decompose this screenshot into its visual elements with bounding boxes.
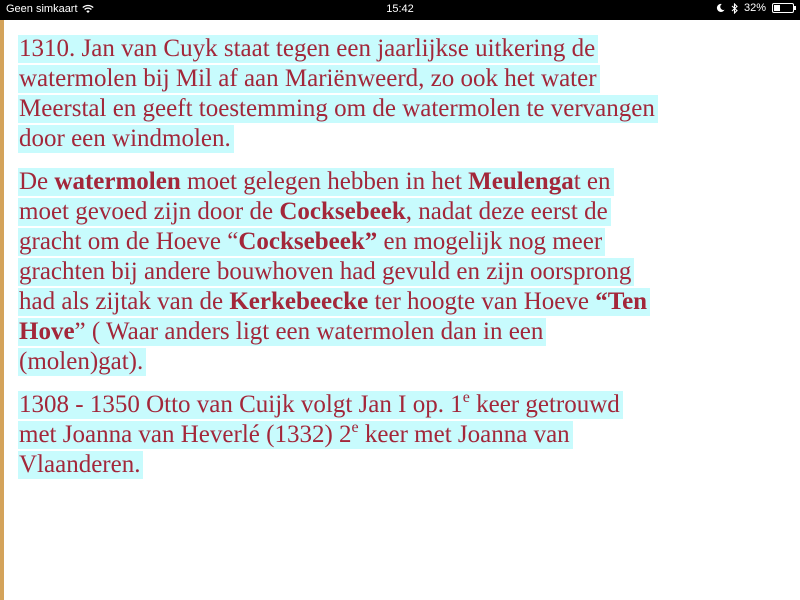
text-run: keer getrouwd — [469, 391, 620, 418]
status-bar — [0, 0, 800, 20]
highlighted-text: door een windmolen. — [18, 125, 234, 153]
battery-level-fill — [774, 5, 780, 11]
highlighted-text — [18, 288, 650, 316]
text-line — [18, 94, 788, 124]
text-line — [18, 124, 788, 154]
superscript: e — [462, 389, 470, 406]
paragraph-3 — [18, 390, 788, 480]
text-line — [18, 420, 788, 450]
status-right — [716, 2, 794, 14]
text-run: , nadat deze eerst de — [405, 198, 608, 225]
text-run: keer met Joanna van — [358, 421, 570, 448]
text-run: had als zijtak van de — [19, 288, 230, 315]
bold-term: watermolen — [54, 168, 181, 195]
bluetooth-icon — [731, 3, 738, 14]
bold-term: Hove — [19, 318, 75, 345]
text-run: moet gelegen hebben in het — [180, 168, 469, 195]
superscript: e — [351, 419, 359, 436]
text-run: De — [19, 168, 55, 195]
highlighted-text: (molen)gat). — [18, 348, 146, 376]
highlighted-text — [18, 198, 611, 226]
text-line — [18, 347, 788, 377]
left-margin-rule — [0, 20, 4, 600]
text-line — [18, 450, 788, 480]
bold-term: Kerkebeecke — [229, 288, 369, 315]
text-run: ter hoogte van Hoeve — [368, 288, 596, 315]
battery-icon — [772, 3, 794, 13]
clock: 15:42 — [386, 3, 414, 15]
highlighted-text: grachten bij andere bouwhoven had gevuld en zijn oorsprong — [18, 258, 634, 286]
text-run: gracht om de Hoeve “ — [19, 228, 239, 255]
text-line — [18, 317, 788, 347]
text-line — [18, 167, 788, 197]
bold-term: Cocksebeek” — [238, 228, 378, 255]
paragraph-1 — [18, 34, 788, 154]
text-line — [18, 64, 788, 94]
moon-icon — [716, 3, 725, 13]
text-run: ” ( Waar anders ligt een watermolen dan in een — [74, 318, 544, 345]
bold-term: Cocksebeek — [279, 198, 406, 225]
paragraph-2 — [18, 167, 788, 377]
text-run: met Joanna van Heverlé (1332) 2 — [19, 421, 352, 448]
highlighted-text: Meerstal en geeft toestemming om de watermolen te vervangen — [18, 95, 658, 123]
text-line — [18, 34, 788, 64]
bold-term: “Ten — [595, 288, 648, 315]
highlighted-text — [18, 168, 614, 196]
text-run: moet gevoed zijn door de — [19, 198, 280, 225]
text-run: t en — [573, 168, 611, 195]
text-line — [18, 390, 788, 420]
text-run: 1308 - 1350 Otto van Cuijk volgt Jan I op. 1 — [19, 391, 463, 418]
text-line — [18, 257, 788, 287]
highlighted-text: Vlaanderen. — [18, 451, 143, 479]
highlighted-text — [18, 318, 546, 346]
bold-term: Meulenga — [468, 168, 574, 195]
highlighted-text: watermolen bij Mil af aan Mariënweerd, zo ook het water — [18, 65, 600, 93]
text-line — [18, 227, 788, 257]
text-run: en mogelijk nog meer — [377, 228, 603, 255]
highlighted-text — [18, 421, 573, 449]
highlighted-text — [18, 228, 605, 256]
carrier-label: Geen simkaart — [6, 3, 78, 15]
highlighted-text — [18, 391, 623, 419]
text-line — [18, 197, 788, 227]
battery-percent: 32% — [743, 2, 766, 14]
highlighted-text: 1310. Jan van Cuyk staat tegen een jaarlijkse uitkering de — [18, 35, 598, 63]
text-line — [18, 287, 788, 317]
document-body — [18, 34, 788, 493]
